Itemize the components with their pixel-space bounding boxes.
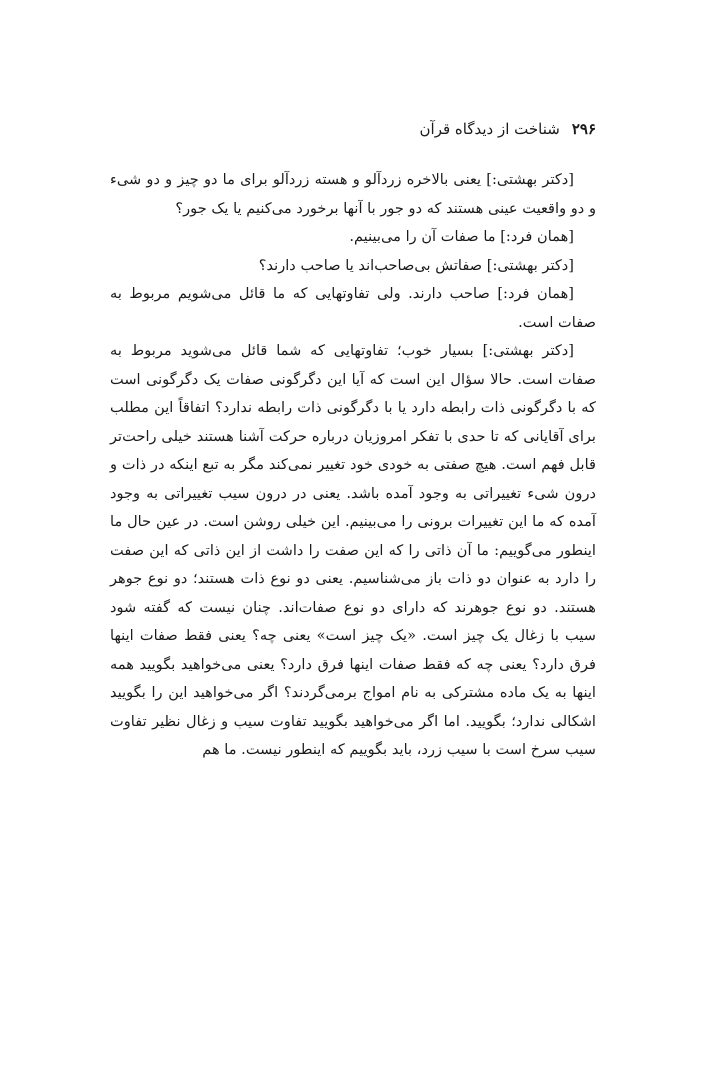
paragraph-dialogue-1: [دکتر بهشتی:] یعنی بالاخره زردآلو و هسته زردآلو برای ما دو چیز و دو شیء و دو واقعیت عینی هستند که دو جور با آنها برخورد می‌کنیم یا یک جور؟: [110, 171, 596, 217]
book-title: شناخت از دیدگاه قرآن: [419, 120, 560, 138]
running-head: [110, 118, 596, 140]
page-number: ۲۹۶: [571, 120, 596, 138]
paragraph-dialogue-2: [همان فرد:] ما صفات آن را می‌بینیم.: [349, 228, 574, 245]
paragraph-dialogue-4: [همان فرد:] صاحب دارند. ولی تفاوتهایی که ما قائل می‌شویم مربوط به صفات است.: [110, 285, 596, 331]
body-text: [110, 166, 596, 765]
book-page: [110, 118, 596, 765]
paragraph-dialogue-5: [دکتر بهشتی:] بسیار خوب؛ تفاوتهایی که شما قائل می‌شوید مربوط به صفات است. حالا سؤال این است که آیا این دگرگونی صفات یک دگرگونی است که با دگرگونی ذات رابطه دارد یا با دگرگونی ذات رابطه ندارد؟ اتفاقاً این مطلب برای آقایانی که تا حدی با تفکر امروزیان درباره حرکت آشنا هستند خیلی راحت‌تر قابل فهم است. هیچ صفتی به خودی خود تغییر نمی‌کند مگر به تبع اینکه در ذات و درون شیء تغییراتی به وجود آمده باشد. یعنی در درون سیب تغییراتی به وجود آمده که ما این تغییرات برونی را می‌بینیم. این خیلی روشن است. در عین حال ما اینطور می‌گوییم: ما آن ذاتی را که این صفت را داشت از این ذاتی که این صفت را دارد به عنوان دو ذات باز می‌شناسیم. یعنی دو نوع ذات هستند؛ دو نوع جوهر هستند. دو نوع جوهرند که دارای دو نوع صفات‌اند. چنان نیست که گفته شود سیب با زغال یک چیز است. «یک چیز است» یعنی چه؟ یعنی فقط صفات اینها فرق دارد؟ یعنی چه که فقط صفات اینها فرق دارد؟ یعنی می‌خواهید بگویید همه اینها به یک ماده مشترکی به نام امواج برمی‌گردند؟ اگر می‌خواهید این را بگویید اشکالی ندارد؛ بگویید. اما اگر می‌خواهید بگویید تفاوت سیب و زغال نظیر تفاوت سیب سرخ است با سیب زرد، باید بگوییم که اینطور نیست. ما هم: [110, 342, 596, 758]
paragraph-dialogue-3: [دکتر بهشتی:] صفاتش بی‌صاحب‌اند یا صاحب دارند؟: [258, 256, 574, 274]
